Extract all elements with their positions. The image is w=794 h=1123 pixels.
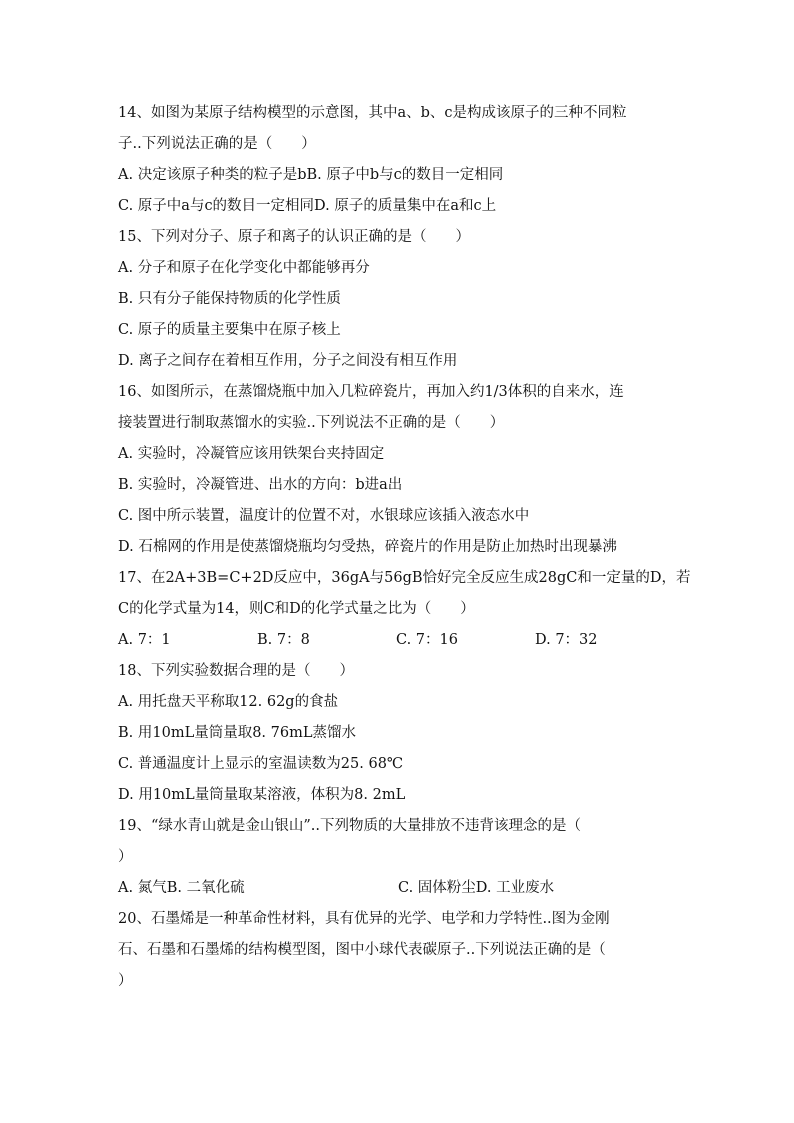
option-line: B. 实验时，冷凝管进、出水的方向：b进a出 [118,477,403,493]
question-19 [118,811,678,904]
question-stem-line: 子..下列说法正确的是（ ） [118,136,316,152]
option-row [118,625,678,656]
question-15 [118,222,678,377]
option-line: A. 实验时，冷凝管应该用铁架台夹持固定 [118,446,385,462]
question-stem-line: 18、下列实验数据合理的是（ ） [118,663,354,679]
option-line: A. 分子和原子在化学变化中都能够再分 [118,260,370,276]
option-b: B. 7：8 [257,632,310,648]
option-line: D. 用10mL量筒量取某溶液，体积为8. 2mL [118,787,406,803]
question-stem-line: ） [118,973,133,989]
question-stem-line: 接装置进行制取蒸馏水的实验..下列说法不正确的是（ ） [118,415,505,431]
option-cd: C. 固体粉尘D. 工业废水 [398,880,555,896]
option-line: B. 只有分子能保持物质的化学性质 [118,291,341,307]
question-stem-line: C的化学式量为14，则C和D的化学式量之比为（ ） [118,601,475,617]
exam-page [118,98,691,997]
option-c: C. 7：16 [396,632,458,648]
option-line: C. 图中所示装置，温度计的位置不对，水银球应该插入液态水中 [118,508,530,524]
option-ab: A. 氮气B. 二氧化硫 [118,880,245,896]
option-line: C. 原子中a与c的数目一定相同D. 原子的质量集中在a和c上 [118,198,497,214]
question-stem-line: 17、在2A+3B=C+2D反应中，36gA与56gB恰好完全反应生成28gC和一定量的D，若 [118,570,691,586]
question-20 [118,904,678,997]
option-line: D. 石棉网的作用是使蒸馏烧瓶均匀受热，碎瓷片的作用是防止加热时出现暴沸 [118,539,617,555]
question-stem-line: ） [118,849,133,865]
question-stem-line: 15、下列对分子、原子和离子的认识正确的是（ ） [118,229,470,245]
option-line: A. 用托盘天平称取12. 62g的食盐 [118,694,339,710]
option-line: C. 原子的质量主要集中在原子核上 [118,322,341,338]
option-line: A. 决定该原子种类的粒子是bB. 原子中b与c的数目一定相同 [118,167,504,183]
option-line: B. 用10mL量筒量取8. 76mL蒸馏水 [118,725,356,741]
option-a: A. 7：1 [118,632,171,648]
question-stem-line: 20、石墨烯是一种革命性材料，具有优异的光学、电学和力学特性..图为金刚 [118,911,610,927]
question-stem-line: 14、如图为某原子结构模型的示意图，其中a、b、c是构成该原子的三种不同粒 [118,105,627,121]
question-16 [118,377,678,563]
question-14 [118,98,678,222]
option-row [118,873,678,904]
option-line: C. 普通温度计上显示的室温读数为25. 68℃ [118,756,404,772]
question-stem-line: 19、“绿水青山就是金山银山”..下列物质的大量排放不违背该理念的是（ [118,818,581,834]
question-17 [118,563,691,656]
question-stem-line: 16、如图所示，在蒸馏烧瓶中加入几粒碎瓷片，再加入约1/3体积的自来水，连 [118,384,624,400]
option-line: D. 离子之间存在着相互作用，分子之间没有相互作用 [118,353,458,369]
question-stem-line: 石、石墨和石墨烯的结构模型图，图中小球代表碳原子..下列说法正确的是（ [118,942,606,958]
option-d: D. 7：32 [535,632,598,648]
question-18 [118,656,678,811]
